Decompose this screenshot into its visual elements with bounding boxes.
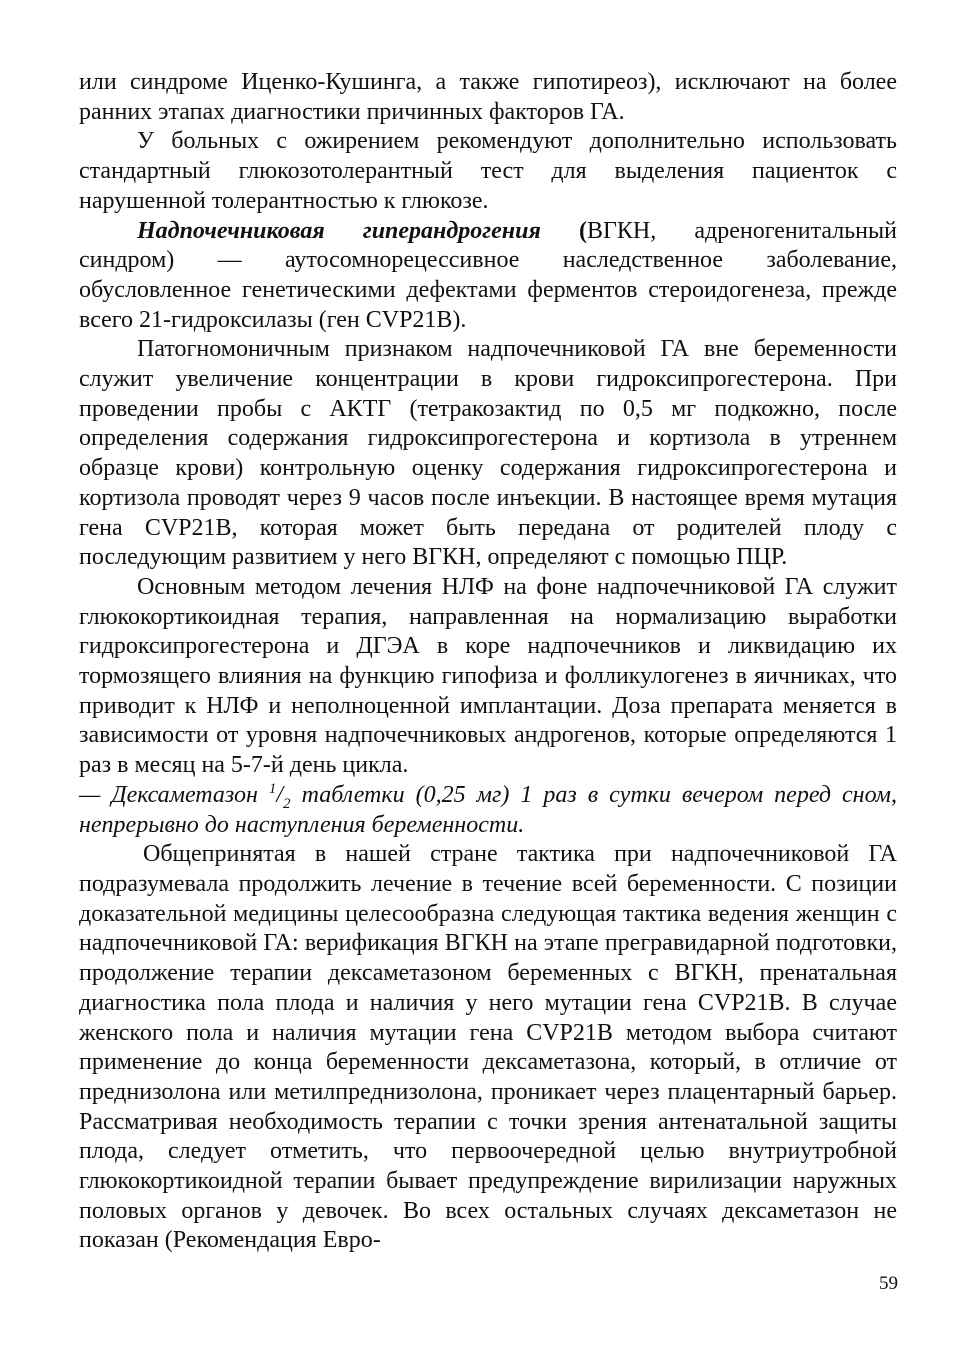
page-number: 59	[879, 1273, 898, 1294]
open-paren: (	[579, 217, 587, 244]
paragraph-treatment-method: Основным методом лечения НЛФ на фоне надпочечниковой ГА служит глюкокортикоидная терапия, направленная на нормализацию выработки гидроксипрогестерона и ДГЭА в коре надпочечников и ликвидацию их тормозящего влияния на функцию гипофиза и фолликулогенез в яичниках, что приводит к НЛФ и неполноценной имплантации. Доза препарата меняется в зависимости от уровня надпочечниковых андрогенов, которые определяются 1 раз в месяц на 5-7-й день цикла.	[79, 573, 897, 779]
term-heading: Надпочечниковая гиперандрогения	[137, 217, 541, 244]
fraction-denominator: 2	[283, 795, 291, 812]
paragraph-text: ВГКН, адреногенитальный синдром) — аутосомнорецессивное наследственное заболевание, обусловленное генетическими дефектами ферментов стероидогенеза, прежде всего 21-гидроксилазы (ген CVP21B).	[79, 217, 897, 333]
dosage-instructions: таблетки (0,25 мг) 1 раз в сутки вечером перед сном, непрерывно до наступления беременности.	[79, 781, 897, 838]
paragraph-obesity-test: У больных с ожирением рекомендуют дополнительно использовать стандартный глюкозотолерантный тест для выделения пациенток с нарушенной толерантностью к глюкозе.	[79, 128, 897, 214]
paragraph-pathognomonic-sign: Патогномоничным признаком надпочечниковой ГА вне беременности служит увеличение концентрации в крови гидроксипрогестерона. При проведении пробы с АКТГ (тетракозактид по 0,5 мг подкожно, после определения содержания гидроксипрогестерона и кортизола в утреннем образце крови) контрольную оценку содержания гидроксипрогестерона и кортизола проводят через 9 часов после инъекции. В настоящее время мутация гена CVP21B, которая может быть передана от родителей плоду с последующим развитием у него ВГКН, определяют с помощью ПЦР.	[79, 336, 897, 571]
body-text	[79, 68, 897, 1256]
dosage-line	[79, 781, 897, 840]
paragraph-adrenal-hyperandrogenism	[79, 217, 897, 336]
dosage-drug: — Дексаметазон	[79, 781, 269, 808]
fraction-slash: /	[276, 781, 284, 808]
fraction-numerator: 1	[268, 780, 277, 797]
paragraph-continuation: или синдроме Иценко-Кушинга, а также гипотиреоз), исключают на более ранних этапах диагностики причинных факторов ГА.	[79, 69, 897, 125]
paragraph-pregnancy-tactics: Общепринятая в нашей стране тактика при надпочечниковой ГА подразумевала продолжить лечение в течение всей беременности. С позиции доказательной медицины целесообразна следующая тактика ведения женщин с надпочечниковой ГА: верификация ВГКН на этапе прегравидарной подготовки, продолжение терапии дексаметазоном беременных с ВГКН, пренатальная диагностика пола плода и наличия у него мутации гена CVP21B. В случае женского пола и наличия мутации гена CVP21B методом выбора считают применение до конца беременности дексаметазона, который, в отличие от преднизолона или метилпреднизолона, проникает через плацентарный барьер. Рассматривая необходимость терапии с точки зрения антенатальной защиты плода, следует отметить, что первоочередной целью внутриутробной глюкокортикоидной терапии бывает предупреждение вирилизации наружных половых органов у девочек. Во всех остальных случаях дексаметазон не показан (Рекомендация Евро-	[79, 841, 897, 1254]
